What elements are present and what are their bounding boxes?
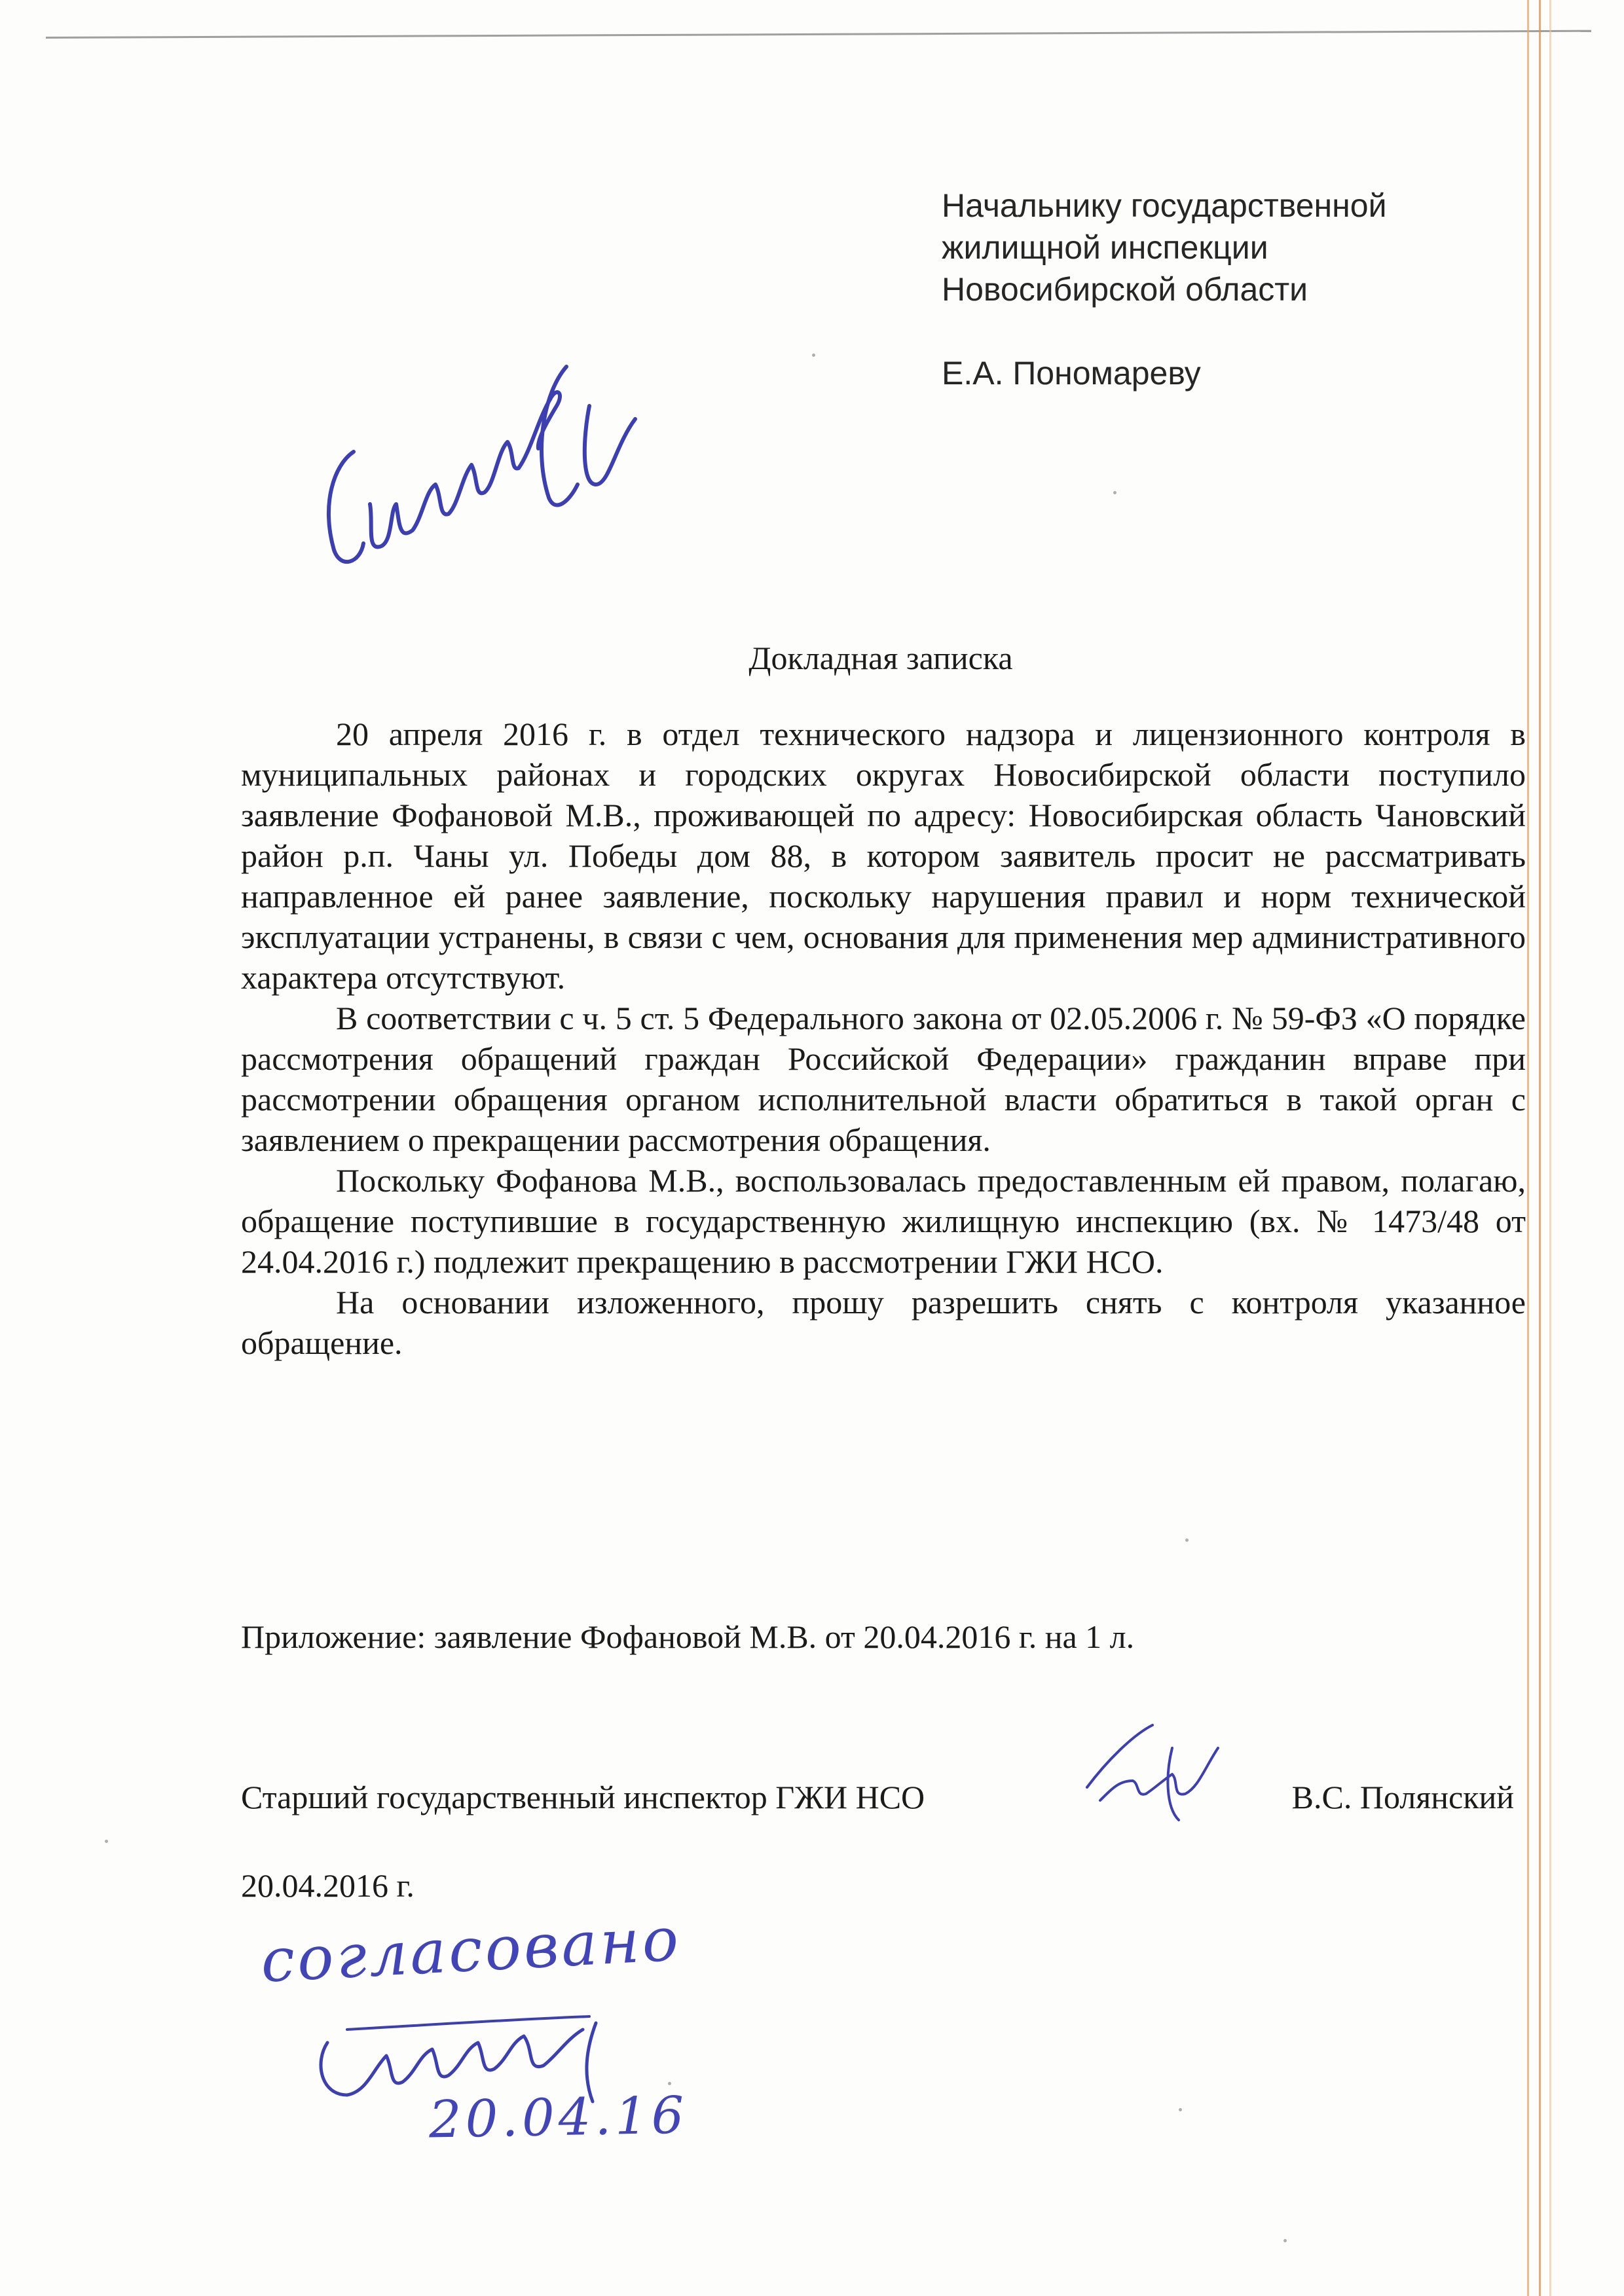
scan-speck: [105, 1840, 108, 1843]
scan-border-line: [46, 30, 1591, 39]
signer-name: В.С. Полянский: [1291, 1779, 1514, 1815]
inspector-signature: [1074, 1709, 1231, 1833]
signature-row: [241, 1777, 1526, 1823]
addressee-line: жилищной инспекции: [942, 229, 1268, 266]
body-paragraph: Поскольку Фофанова М.В., воспользовалась предоставленным ей правом, полагаю, обращение поступившие в государственную жилищную инспекцию (вх. № 1473/48 от 24.04.2016 г.) подлежит прекращению в рассмотрении ГЖИ НСО.: [241, 1162, 1526, 1280]
body-paragraph: На основании изложенного, прошу разрешить снять с контроля указанное обращение.: [241, 1284, 1526, 1361]
scan-speck: [1179, 2108, 1182, 2111]
signer-position: Старший государственный инспектор ГЖИ НСО: [241, 1779, 925, 1815]
addressee-line: Начальнику государственной: [942, 187, 1387, 224]
body-paragraph: 20 апреля 2016 г. в отдел технического надзора и лицензионного контроля в муниципальных районах и городских округах Новосибирской области поступило заявление Фофановой М.В., проживающей по адресу: Новосибирская область Чановский район р.п. Чаны ул. Победы дом 88, в котором заявитель просит не рассматривать направленное ей ранее заявление, поскольку нарушения правил и норм технической эксплуатации устранены, в связи с чем, основания для применения мер административного характера отсутствуют.: [241, 716, 1526, 996]
scan-speck: [1185, 1539, 1189, 1542]
handwritten-date: 20.04.16: [428, 2086, 689, 2150]
document-date: 20.04.2016 г.: [241, 1867, 415, 1904]
resolution-signature: [308, 288, 648, 602]
scan-edge-line: [1539, 0, 1541, 2296]
scan-speck: [1113, 491, 1116, 494]
scan-speck: [668, 2082, 671, 2085]
scan-speck: [1283, 2239, 1287, 2242]
document-body: [241, 714, 1526, 1363]
addressee-recipient: Е.А. Пономареву: [942, 355, 1201, 392]
scan-edge-line: [1527, 0, 1529, 2296]
scan-speck: [812, 354, 815, 357]
scan-edge-line: [1549, 0, 1551, 2296]
document-title: Докладная записка: [748, 640, 1013, 676]
body-paragraph: В соответствии с ч. 5 ст. 5 Федерального закона от 02.05.2006 г. № 59-ФЗ «О порядке рассмотрения обращений граждан Российской Федерации» гражданин вправе при рассмотрении обращения органом исполнительной власти обратиться в такой орган с заявлением о прекращении рассмотрения обращения.: [241, 1000, 1526, 1158]
addressee-line: Новосибирской области: [942, 271, 1308, 308]
attachment-line: Приложение: заявление Фофановой М.В. от 20.04.2016 г. на 1 л.: [241, 1618, 1135, 1655]
addressee-block: [942, 185, 1387, 394]
handwritten-approval: согласовано: [259, 1904, 683, 1996]
